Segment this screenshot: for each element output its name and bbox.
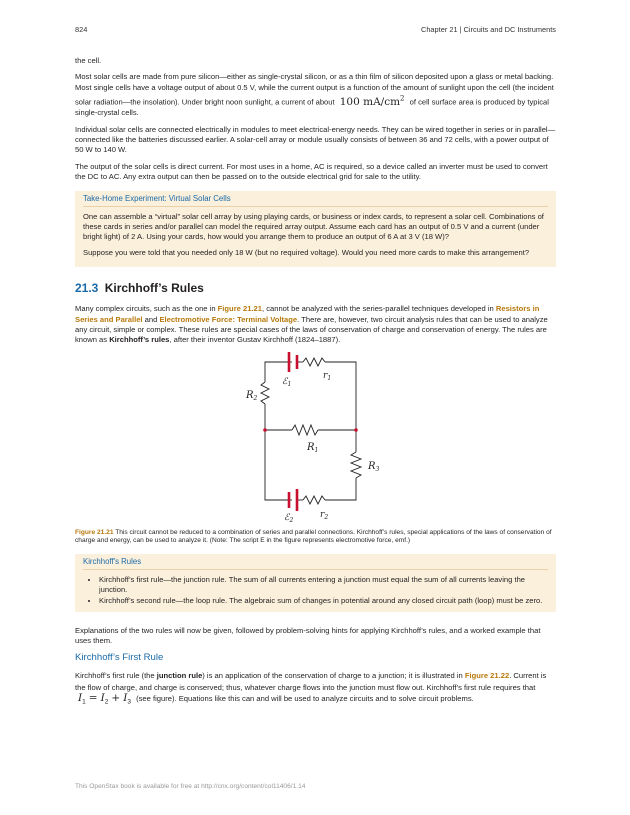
rule-item-loop: • Kirchhoff’s second rule—the loop rule. The algebraic sum of changes in potential around any closed circuit path (loop) must be zero. <box>99 596 548 606</box>
label-R3: $R_3$ <box>367 460 379 473</box>
resistor-r3 <box>351 452 361 478</box>
resistor-r2-internal <box>303 496 325 504</box>
figure-21-21-link[interactable]: Figure 21.21 <box>217 304 262 314</box>
label-r1: $r_1$ <box>322 370 331 382</box>
section-number: 21.3 <box>75 281 99 296</box>
label-emf1: ℰ$_1$ <box>281 376 291 388</box>
page-content <box>75 56 556 714</box>
experiment-paragraph-1: One can assemble a “virtual” solar cell array by using playing cards, or business or index cards, to represent a solar cell. Combinations of these cards in series and/or parallel can model the required array output. Assume each card has an output of 0.5 V and a current (under bright light) of 2 A. Using your cards, how would you arrange them to produce an output of 6 A at 3 V (18 W)? <box>83 211 544 242</box>
label-r2: $r_2$ <box>319 509 328 521</box>
label-emf2: ℰ$_2$ <box>283 512 293 524</box>
intro-fragment: the cell. <box>75 56 102 65</box>
intro-paragraph-3: The output of the solar cells is direct current. For most uses in a home, AC is required, so a device called an inverter must be used to convert the DC to AC. Any extra output can then be passed on to the outside electrical grid for sale to the utility. <box>75 161 548 182</box>
intro-p1-end: of cell surface area is produced by typical single-crystal cells. <box>75 97 549 118</box>
section-title: Kirchhoff’s Rules <box>104 281 204 296</box>
figure-caption-label: Figure 21.21 <box>75 528 114 536</box>
intro-p1-text: Most solar cells are made from pure silicon—either as single-crystal silicon, or as a thin film of silicon deposited upon a glass or metal backing. Most single cells have a voltage output of about 0.5 V, while the current output is a function of the amount of sunlight upon the cell (the incident solar radiation—the insolation). Under bright noon sunlight, a current of about <box>75 72 554 107</box>
chapter-header: Chapter 21 | Circuits and DC Instruments <box>420 25 556 34</box>
page-number: 824 <box>75 25 88 34</box>
rules-list <box>83 575 548 607</box>
section-intro-paragraph: Many complex circuits, such as the one in Figure 21.21, cannot be analyzed with the series-parallel techniques developed in Resistors in Series and Parallel and Electromotive Force: Terminal Voltage. There are, however, two circuit analysis rules that can be used to analyze any circuit, simple or complex. These rules are special cases of the laws of conservation of charge and conservation of energy. The rules are known as Kirchhoff’s rules, after their inventor Gustav Kirchhoff (1824–1887). <box>75 304 548 345</box>
circuit-figure <box>75 352 556 525</box>
circuit-diagram <box>245 352 386 524</box>
current-density-math: 100 $mA/cm^2$ <box>339 94 405 108</box>
battery-emf1 <box>289 352 297 372</box>
junction-node-right <box>354 428 358 432</box>
figure-21-22-link[interactable]: Figure 21.22 <box>464 671 510 681</box>
intro-paragraph-2: Individual solar cells are connected electrically in modules to meet electrical-energy needs. They can be wired together in series or in parallel—connected like the batteries discussed earlier. A solar-cell array or module usually consists of between 36 and 72 cells, with a power output of 50 W to 140 W. <box>75 124 556 155</box>
intro-paragraph-1 <box>75 72 556 118</box>
rules-box <box>75 554 556 612</box>
first-rule-heading: Kirchhoff’s First Rule <box>75 652 164 664</box>
figure-caption: Figure 21.21 This circuit cannot be reduced to a combination of series and parallel connections. Kirchhoff’s rules, special applications of the laws of conservation of charge and energy, can be used to analyze it. (Note: The script E in the figure represents electromotive force, emf.) <box>75 528 552 545</box>
battery-emf2 <box>289 489 297 511</box>
experiment-box <box>75 191 556 268</box>
junction-equation: $I_1 = I_2 + I_3$ <box>78 691 131 706</box>
junction-rule-term: junction rule <box>156 671 203 681</box>
explanation-paragraph: Explanations of the two rules will now be given, followed by problem-solving hints for applying Kirchhoff’s rules, and a worked example that uses them. <box>75 625 541 646</box>
resistors-series-parallel-link[interactable]: Resistors in Series and Parallel <box>75 304 540 324</box>
junction-node-left <box>263 428 267 432</box>
rules-box-title: Kirchhoff's Rules <box>83 554 548 570</box>
section-heading <box>75 281 556 295</box>
emf-terminal-voltage-link[interactable]: Electromotive Force: Terminal Voltage <box>159 314 298 324</box>
rule-item-junction: • Kirchhoff’s first rule—the junction rule. The sum of all currents entering a junction must equal the sum of all currents leaving the junction. <box>99 575 548 595</box>
resistor-r1 <box>303 358 325 366</box>
experiment-title: Take-Home Experiment: Virtual Solar Cells <box>83 191 548 207</box>
experiment-paragraph-2: Suppose you were told that you needed only 18 W (but no required voltage). Would you need more cards to make this arrangement? <box>83 247 530 257</box>
label-R1: $R_1$ <box>306 441 318 454</box>
label-R2: $R_2$ <box>245 389 257 402</box>
resistor-r2 <box>261 382 269 404</box>
kirchhoffs-rules-term: Kirchhoff’s rules <box>109 335 170 345</box>
resistor-r1-big <box>292 425 318 435</box>
first-rule-paragraph: Kirchhoff’s first rule (the junction rule) is an application of the conservation of charge to a junction; it is illustrated in Figure 21.22. Current is the flow of charge, and charge is conserved; thus, whatever charge flows into the junction must flow out. Kirchhoff’s first rule requires that $I_1 = I_2 + I_3$ (see figure). Equations like this can and will be used to analyze circuits and to solve circuit problems. <box>75 671 547 706</box>
page-footer: This OpenStax book is available for free at http://cnx.org/content/col11406/1.14 <box>75 783 306 790</box>
